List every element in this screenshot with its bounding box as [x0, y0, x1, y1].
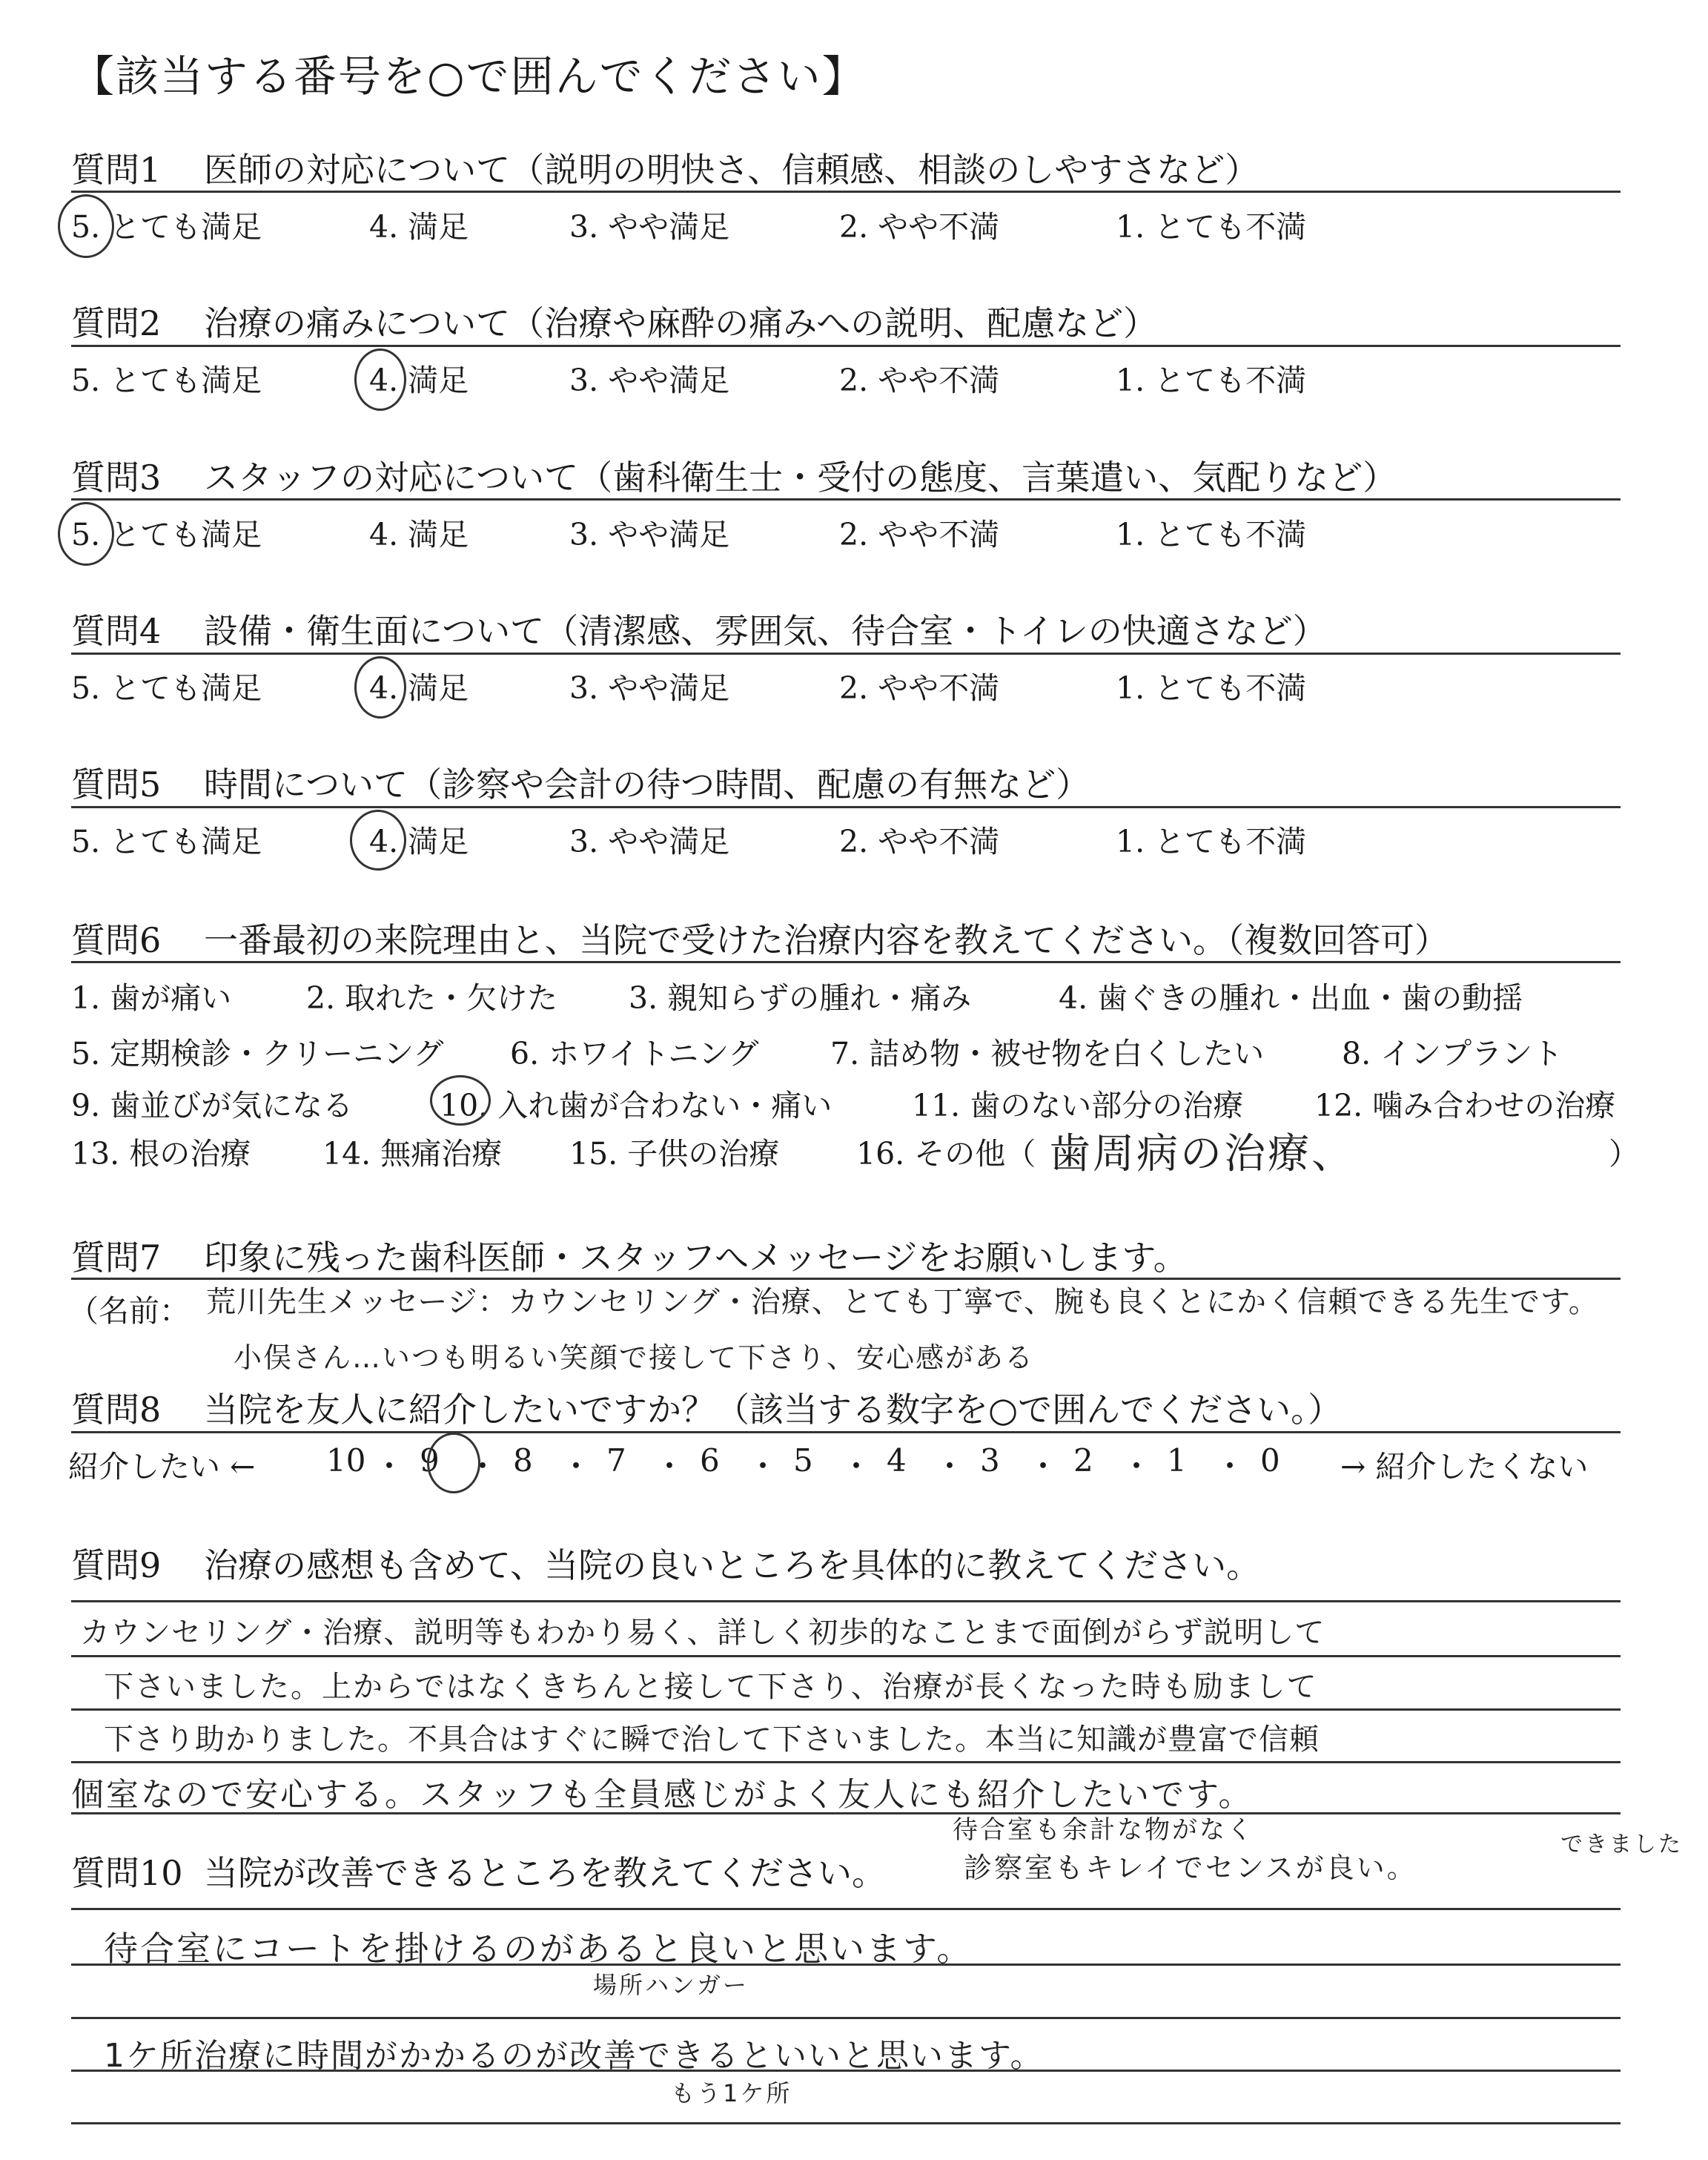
q8-right-label: → 紹介したくない	[1340, 1449, 1589, 1484]
q6-item-14[interactable]: 14. 無痛治療	[322, 1136, 503, 1172]
q8-scale-separator: ・	[934, 1448, 966, 1484]
q8-scale-separator: ・	[374, 1448, 406, 1484]
question-4-text: 設備・衛生面について（清潔感、雰囲気、待合室・トイレの快適さなど）	[204, 611, 1327, 651]
q6-item-7[interactable]: 7. 詰め物・被せ物を白くしたい	[830, 1036, 1265, 1071]
q8-scale-6[interactable]: 6	[700, 1442, 720, 1479]
q8-scale-7[interactable]: 7	[606, 1442, 626, 1479]
q6-item-8[interactable]: 8. インプラント	[1342, 1036, 1563, 1071]
q3-option-4[interactable]: 4. 満足	[369, 517, 469, 552]
q10-line-1	[71, 1908, 1621, 1910]
question-10-label: 質問10	[71, 1853, 183, 1893]
question-8-label: 質問8	[71, 1390, 162, 1430]
q2-selection-circle	[354, 349, 406, 411]
question-3-rule	[71, 498, 1621, 501]
q6-item-1[interactable]: 1. 歯が痛い	[71, 980, 232, 1016]
q8-scale-separator: ・	[654, 1448, 686, 1484]
question-5-rule	[71, 806, 1621, 808]
q8-scale-5[interactable]: 5	[793, 1442, 813, 1479]
q8-scale-4[interactable]: 4	[887, 1442, 907, 1479]
q2-option-3[interactable]: 3. やや満足	[569, 363, 730, 398]
q8-scale-separator: ・	[1027, 1448, 1059, 1484]
q9-answer-line-1: カウンセリング・治療、説明等もわかり易く、詳しく初歩的なことまで面倒がらず説明して	[80, 1616, 1325, 1650]
q2-option-1[interactable]: 1. とても不満	[1116, 363, 1307, 398]
q7-name-label: （名前：	[68, 1293, 190, 1329]
q6-item-5[interactable]: 5. 定期検診・クリーニング	[71, 1036, 444, 1071]
q8-scale-separator: ・	[1121, 1448, 1153, 1484]
q3-selection-circle	[58, 502, 114, 566]
q1-option-4[interactable]: 4. 満足	[369, 209, 469, 245]
q4-selection-circle	[354, 656, 406, 719]
question-8-text: 当院を友人に紹介したいですか？（該当する数字を○で囲んでください。）	[204, 1390, 1343, 1430]
q6-item-16[interactable]: 16. その他（	[856, 1136, 1036, 1172]
question-8-rule	[71, 1431, 1621, 1433]
q10-line-3	[71, 2017, 1621, 2019]
q9-answer-line-4: 個室なので安心する。スタッフも全員感じがよく友人にも紹介したいです。	[71, 1776, 1254, 1814]
question-6-rule	[71, 961, 1621, 963]
q1-option-3[interactable]: 3. やや満足	[569, 209, 730, 245]
q6-item-4[interactable]: 4. 歯ぐきの腫れ・出血・歯の動揺	[1059, 980, 1523, 1016]
q1-selection-circle	[58, 194, 114, 258]
question-1-text: 医師の対応について（説明の明快さ、信頼感、相談のしやすさなど）	[204, 150, 1260, 190]
q6-item-2[interactable]: 2. 取れた・欠けた	[306, 980, 558, 1016]
question-1-label: 質問1	[71, 150, 162, 190]
q9-line-3	[71, 1708, 1621, 1711]
q5-option-2[interactable]: 2. やや不満	[839, 824, 1000, 859]
q5-selection-circle	[350, 810, 406, 871]
q6-item-15[interactable]: 15. 子供の治療	[569, 1136, 780, 1172]
q8-scale-8[interactable]: 8	[513, 1442, 533, 1479]
q8-scale-separator: ・	[1214, 1448, 1246, 1484]
q9-side-note: できました	[1560, 1832, 1683, 1857]
question-2-rule	[71, 345, 1621, 347]
q7-message-line-2: 小俣さん…いつも明るい笑顔で接して下さり、安心感がある	[234, 1341, 1035, 1374]
question-2-text: 治療の痛みについて（治療や麻酔の痛みへの説明、配慮など）	[204, 303, 1158, 343]
q8-scale-10[interactable]: 10	[326, 1442, 366, 1479]
question-6-text: 一番最初の来院理由と、当院で受けた治療内容を教えてください。（複数回答可）	[204, 920, 1449, 960]
q9-extra-line-2: 診察室もキレイでセンスが良い。	[964, 1852, 1417, 1884]
q4-option-4[interactable]: 4. 満足	[369, 670, 469, 706]
question-6-label: 質問6	[71, 920, 162, 960]
question-3-label: 質問3	[71, 458, 162, 498]
question-1-rule	[71, 191, 1621, 193]
q6-other-close-paren: ）	[1609, 1136, 1639, 1172]
q2-option-5[interactable]: 5. とても満足	[71, 363, 262, 398]
q8-scale-9[interactable]: 9	[420, 1442, 440, 1479]
q10-note-1: 場所ハンガー	[593, 1971, 749, 1999]
q9-line-2	[71, 1655, 1621, 1657]
q3-option-2[interactable]: 2. やや不満	[839, 517, 1000, 552]
q5-option-3[interactable]: 3. やや満足	[569, 824, 730, 859]
q4-option-3[interactable]: 3. やや満足	[569, 670, 730, 706]
q8-scale-separator: ・	[467, 1448, 499, 1484]
q4-option-5[interactable]: 5. とても満足	[71, 670, 262, 706]
q9-line-4	[71, 1761, 1621, 1763]
q6-other-handwriting: 歯周病の治療、	[1049, 1130, 1355, 1178]
q6-selection-circle	[430, 1075, 491, 1126]
question-10-text: 当院が改善できるところを教えてください。	[204, 1853, 886, 1893]
q9-answer-line-2: 下さいました。上からではなくきちんと接して下さり、治療が長くなった時も励まして	[104, 1670, 1318, 1704]
q2-option-2[interactable]: 2. やや不満	[839, 363, 1000, 398]
question-9-text: 治療の感想も含めて、当院の良いところを具体的に教えてください。	[204, 1545, 1261, 1585]
q5-option-1[interactable]: 1. とても不満	[1116, 824, 1307, 859]
question-7-label: 質問7	[71, 1238, 162, 1278]
q9-extra-line-1: 待合室も余計な物がなく	[953, 1815, 1254, 1845]
q5-option-5[interactable]: 5. とても満足	[71, 824, 262, 859]
q5-option-4[interactable]: 4. 満足	[369, 824, 469, 859]
q2-option-4[interactable]: 4. 満足	[369, 363, 469, 398]
q6-item-12[interactable]: 12. 噛み合わせの治療	[1314, 1088, 1616, 1123]
q8-scale-separator: ・	[841, 1448, 873, 1484]
question-7-text: 印象に残った歯科医師・スタッフへメッセージをお願いします。	[204, 1238, 1188, 1278]
q9-answer-line-3: 下さり助かりました。不具合はすぐに瞬で治して下さいました。本当に知識が豊富で信頼	[104, 1723, 1320, 1757]
question-2-label: 質問2	[71, 303, 162, 343]
question-4-rule	[71, 653, 1621, 655]
page-heading: 【該当する番号を○で囲んでください】	[71, 51, 867, 102]
q7-message-line-1: 荒川先生メッセージ：カウンセリング・治療、とても丁寧で、腕も良くとにかく信頼できる先生です。	[206, 1285, 1599, 1319]
q8-scale-3[interactable]: 3	[980, 1442, 1000, 1479]
q6-item-13[interactable]: 13. 根の治療	[71, 1136, 251, 1172]
q8-scale-separator: ・	[747, 1448, 779, 1484]
q8-scale-1[interactable]: 1	[1167, 1442, 1187, 1479]
q9-line-1	[71, 1600, 1621, 1602]
q1-option-1[interactable]: 1. とても不満	[1116, 209, 1307, 245]
q6-item-3[interactable]: 3. 親知らずの腫れ・痛み	[629, 980, 972, 1016]
q8-left-label: 紹介したい ←	[68, 1449, 256, 1484]
q10-answer-line-2: 1ケ所治療に時間がかかるのが改善できるといいと思います。	[104, 2037, 1045, 2075]
q10-note-2: もう1ケ所	[671, 2079, 792, 2107]
question-3-text: スタッフの対応について（歯科衛生士・受付の態度、言葉遣い、気配りなど）	[204, 458, 1397, 498]
q8-selection-circle	[427, 1433, 480, 1493]
q8-scale-0[interactable]: 0	[1260, 1442, 1280, 1479]
question-5-label: 質問5	[71, 764, 162, 805]
q6-item-10[interactable]: 10. 入れ歯が合わない・痛い	[440, 1088, 833, 1123]
q3-option-5[interactable]: 5. とても満足	[71, 517, 262, 552]
q1-option-2[interactable]: 2. やや不満	[839, 209, 1000, 245]
q10-answer-line-1: 待合室にコートを掛けるのがあると良いと思います。	[104, 1929, 973, 1969]
q1-option-5[interactable]: 5. とても満足	[71, 209, 262, 245]
q8-scale-separator: ・	[560, 1448, 592, 1484]
q10-line-5	[71, 2122, 1621, 2124]
q3-option-3[interactable]: 3. やや満足	[569, 517, 730, 552]
question-5-text: 時間について（診察や会計の待つ時間、配慮の有無など）	[204, 764, 1090, 805]
q6-item-6[interactable]: 6. ホワイトニング	[510, 1036, 759, 1071]
question-4-label: 質問4	[71, 611, 162, 651]
question-9-label: 質問9	[71, 1545, 162, 1585]
q3-option-1[interactable]: 1. とても不満	[1116, 517, 1307, 552]
q6-item-11[interactable]: 11. 歯のない部分の治療	[912, 1088, 1244, 1123]
q4-option-1[interactable]: 1. とても不満	[1116, 670, 1307, 706]
q6-item-9[interactable]: 9. 歯並びが気になる	[71, 1088, 354, 1123]
q4-option-2[interactable]: 2. やや不満	[839, 670, 1000, 706]
q8-scale-2[interactable]: 2	[1073, 1442, 1093, 1479]
